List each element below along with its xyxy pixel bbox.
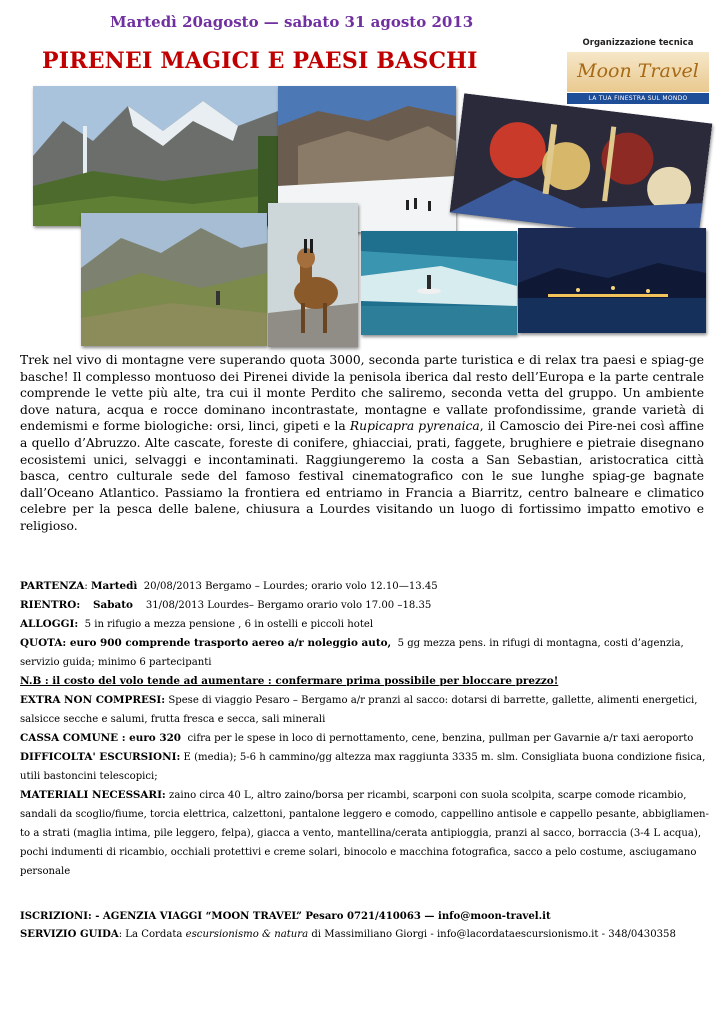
cassa-line	[20, 729, 710, 748]
trip-dates: Martedì 20agosto — sabato 31 agosto 2013	[110, 13, 474, 31]
moon-travel-logo	[565, 38, 711, 106]
extra-line	[20, 691, 710, 729]
servizio-guida-pre: : La Cordata	[118, 928, 186, 940]
iscrizioni-text: ISCRIZIONI: - AGENZIA VIAGGI “MOON TRAVEL” Pesaro 0721/410063 — info@moon-travel.it	[20, 911, 551, 922]
photo-mountain-trail	[81, 213, 267, 346]
difficolta-line	[20, 748, 710, 786]
alloggi-value: 5 in rifugio a mezza pensione , 6 in ostelli e piccoli hotel	[84, 619, 374, 630]
logo-tagline: LA TUA FINESTRA SUL MONDO	[567, 93, 709, 104]
photo-cirque-waterfall	[33, 86, 278, 226]
partenza-line: PARTENZA: Martedì 20/08/2013 Bergamo – Lourdes; orario volo 12.10—13.45	[20, 580, 438, 592]
difficolta-label: DIFFICOLTA' ESCURSIONI:	[20, 751, 181, 763]
nb-line	[20, 672, 710, 691]
photo-basque-painting	[450, 93, 713, 243]
trip-details	[20, 577, 710, 881]
rientro-day: Sabato	[93, 599, 133, 611]
alloggi-line	[20, 615, 710, 634]
partenza-label: PARTENZA	[20, 580, 85, 592]
logo-name: Moon Travel	[577, 60, 699, 82]
photo-san-sebastian-night	[518, 228, 706, 333]
cassa-value: cifra per le spese in loco di pernottamento, cene, benzina, pullman per Gavarnie a/r taxi aeroporto	[187, 733, 694, 744]
logo-org-label: Organizzazione tecnica	[582, 38, 694, 48]
partenza-day: Martedì	[90, 580, 138, 592]
servizio-guida-post: di Massimiliano Giorgi - info@lacordataescursionismo.it - 348/0430358	[308, 928, 676, 940]
extra-value: Spese di viaggio Pesaro – Bergamo a/r pranzi al sacco: dotarsi di barrette, gallette, alimenti energetici, salsicce secche e salumi, frutta fresca e secca, sali minerali	[20, 695, 698, 725]
servizio-guida-italic: escursionismo & natura	[185, 928, 309, 940]
quota-value: 5 gg mezza pens. in rifugi di montagna, costi d’agenzia, servizio guida; minimo 6 partecipanti	[20, 638, 684, 668]
quota-line	[20, 634, 710, 672]
nb-warning: N.B : il costo del volo tende ad aumentare : confermare prima possibile per bloccare prezzo!	[20, 675, 559, 687]
rientro-value: 31/08/2013 Lourdes– Bergamo orario volo 17.00 –18.35	[145, 600, 432, 611]
alloggi-label: ALLOGGI:	[20, 618, 79, 630]
materiali-line	[20, 786, 710, 881]
servizio-guida-label: SERVIZIO GUIDA	[20, 928, 119, 940]
intro-paragraph	[20, 352, 704, 535]
difficolta-value: E (media); 5-6 h cammino/gg altezza max raggiunta 3335 m. slm. Consigliata buona condizione fisica, utili bastoncini telescopici;	[20, 752, 706, 782]
intro-text-part2: , il Camoscio dei Pire-nei così affine a quello d’Abruzzo. Alte cascate, foreste di conifere, ghiacciai, prati, faggete, brughiere e pietraie disegnano ecosistemi unici, selvaggi e incontaminati. Raggiungeremo la costa a San Sebastian, aristocratica città basca, centro culturale sede del famoso festival cinematografico con le sue lunghe spiag-ge bagnate dall’Oceano Atlantico. Passiamo la frontiera ed entriamo in Francia a Biarritz, centro balneare e climatico celebre per la pesca delle balene, chiusura a Lourdes visitando un luogo di fortissimo impatto emotivo e religioso.	[20, 419, 704, 533]
intro-species: Rupicapra pyrenaica	[349, 419, 480, 434]
materiali-label: MATERIALI NECESSARI:	[20, 789, 166, 801]
partenza-value: 20/08/2013 Bergamo – Lourdes; orario volo 12.10—13.45	[143, 581, 438, 592]
cassa-label: CASSA COMUNE : euro 320	[20, 732, 182, 744]
materiali-value: zaino circa 40 L, altro zaino/borsa per ricambi, scarponi con suola scolpita, scarpe comode ricambio, sandali da scoglio/fiume, torcia elettrica, calzettoni, pantalone leggero e comodo, cappellino antisole e cappello pesante, abbigliamen-to a strati (maglia intima, pile leggero, felpa), giacca a vento, mantellina/cerata antipioggia, pranzi al sacco, borraccia (3-4 L acqua), pochi indumenti di ricambio, occhiali protettivi e creme solari, binocolo e macchina fotografica, sacco a pelo costume, asciugamano personale	[20, 790, 709, 877]
rientro-line	[20, 596, 710, 615]
photo-surfer	[361, 231, 517, 335]
quota-label: QUOTA: euro 900 comprende trasporto aereo a/r noleggio auto,	[20, 637, 392, 649]
extra-label: EXTRA NON COMPRESI:	[20, 694, 166, 706]
contacts-footer	[20, 908, 710, 943]
iscrizioni-line	[20, 908, 710, 926]
intro-text-part1: Trek nel vivo di montagne vere superando quota 3000, seconda parte turistica e di relax tra paesi e spiag-ge basche! Il complesso montuoso dei Pirenei divide la penisola iberica dal resto dell’Europa e la parte centrale comprende le vette più alte, tra cui il monte Perdito che saliremo, seconda vetta del gruppo. Un ambiente dove natura, acqua e rocce dominano incontrastate, montagne e vallate profondissime, grande varietà di endemismi e forme biologiche: orsi, linci, gipeti e la	[20, 353, 704, 434]
page-title: PIRENEI MAGICI E PAESI BASCHI	[42, 48, 478, 74]
photo-chamois	[268, 203, 358, 347]
logo-main	[567, 52, 709, 92]
rientro-label: RIENTRO:	[20, 599, 81, 611]
servizio-guida-line	[20, 926, 710, 944]
